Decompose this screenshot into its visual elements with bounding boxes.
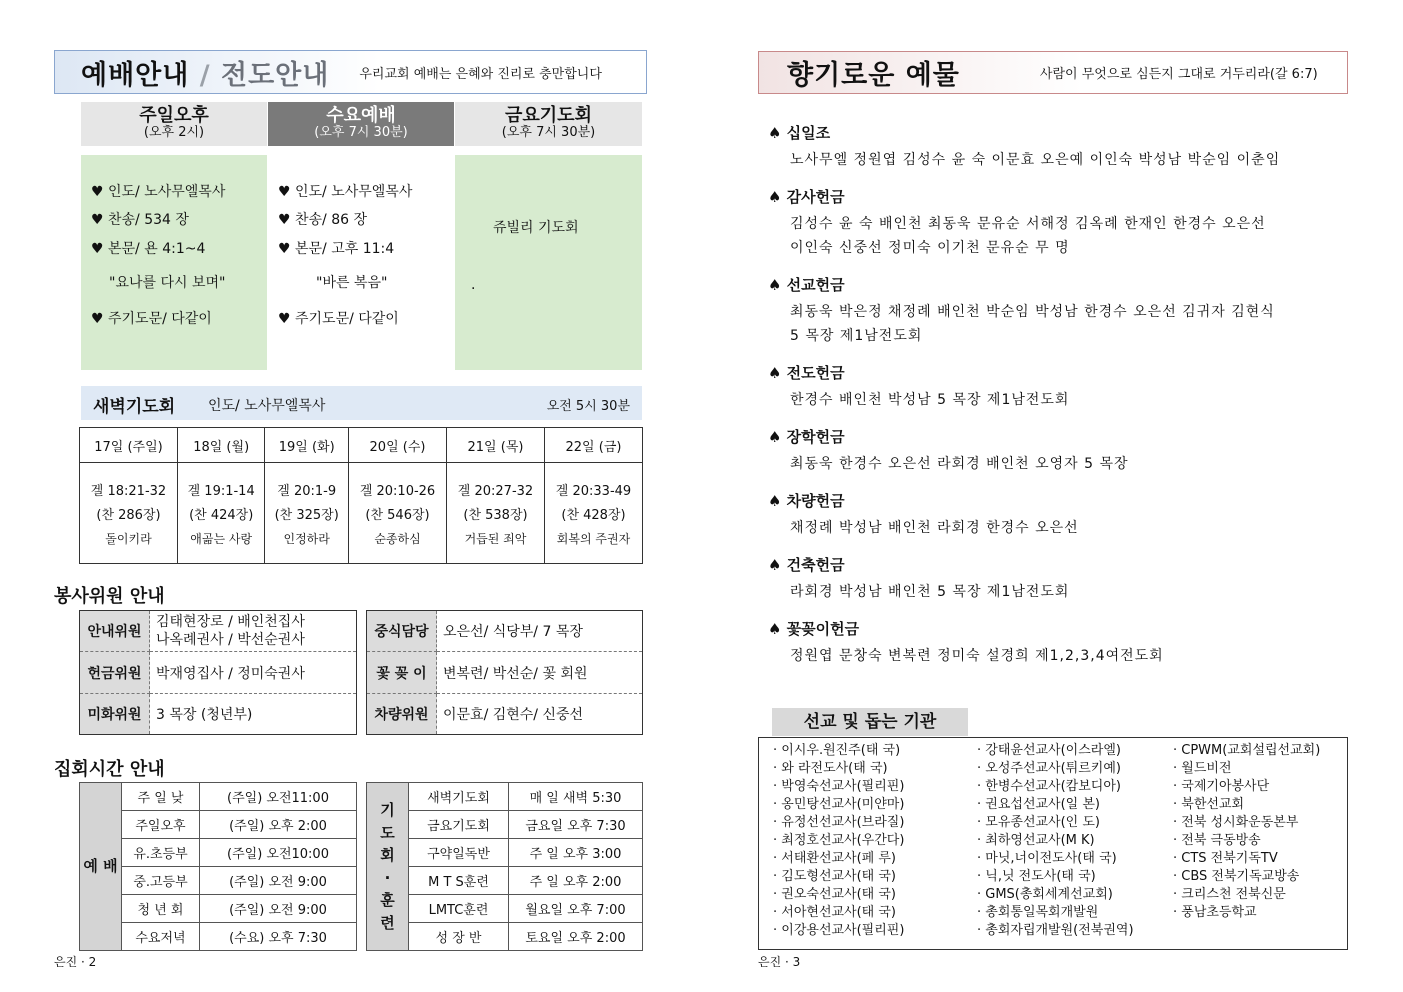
page-number-right: 은진 · 3: [758, 955, 801, 969]
offering-heading: ♠ 전도헌금: [768, 364, 845, 382]
dawn-theme: 순종하심: [374, 531, 421, 546]
missions-col-1: [773, 742, 904, 940]
mission-item: · GMS(총회세계선교회): [977, 887, 1113, 902]
mission-item: · 권요섭선교사(일 본): [977, 797, 1101, 812]
dawn-schedule-table: [79, 427, 643, 564]
dawn-text: 겔 19:1-14: [187, 483, 255, 499]
service-line: ♥ 주기도문/ 다같이: [91, 311, 212, 327]
mission-item: · 김도형선교사(태 국): [773, 869, 897, 884]
volunteers-table-left: [79, 610, 357, 735]
dawn-hymn: (찬 286장): [96, 507, 161, 523]
dawn-prayer-header: [81, 386, 642, 420]
dawn-text: 겔 20:27-32: [457, 483, 534, 499]
offering-name: 감사헌금: [786, 188, 845, 206]
dawn-cell: [544, 463, 642, 564]
service-time: (오후 7시 30분): [501, 124, 596, 140]
dawn-theme: 돌이키라: [105, 531, 152, 546]
missions-col-3: [1173, 742, 1320, 922]
worship-title: [81, 53, 329, 92]
service-name: 수요예배: [326, 105, 396, 126]
meeting-name: 구약일독반: [409, 839, 509, 867]
service-header-sunday: [81, 102, 267, 146]
meeting-time: 주 일 오후 3:00: [509, 839, 643, 867]
sermon-title: "요나를 다시 보며": [109, 275, 226, 291]
offering-name: 건축헌금: [786, 556, 845, 574]
meeting-time: 월요일 오후 7:00: [509, 895, 643, 923]
dawn-text: 겔 18:21-32: [90, 483, 167, 499]
mission-item: · 유정선선교사(브라질): [773, 815, 905, 830]
meeting-time: (주일) 오전 9:00: [200, 895, 357, 923]
offering-name: 전도헌금: [786, 364, 845, 382]
meetings-table-left: [79, 782, 357, 951]
meeting-name: 주일오후: [122, 811, 200, 839]
mission-item: · 마닛,너이전도사(태 국): [977, 851, 1117, 866]
volunteer-role: 안내위원: [80, 611, 150, 652]
volunteer-names: 변복련/ 박선순/ 꽃 회원: [437, 652, 643, 694]
volunteer-role: 차량위원: [367, 694, 437, 735]
service-line: ♥ 본문/ 고후 11:4: [278, 241, 395, 257]
friday-program: 쥬빌리 기도회: [493, 220, 579, 236]
meeting-name: 금요기도회: [409, 811, 509, 839]
dawn-cell: [265, 463, 349, 564]
title-slash: /: [199, 59, 211, 91]
offering-heading: ♠ 차량헌금: [768, 492, 845, 510]
mission-item: · 오성주선교사(튀르키예): [977, 761, 1121, 776]
mission-item: · 옹민탕선교사(미얀마): [773, 797, 905, 812]
mission-item: · 월드비전: [1173, 761, 1232, 776]
meeting-name: 새벽기도회: [409, 783, 509, 811]
meeting-time: 주 일 오후 2:00: [509, 867, 643, 895]
mission-item: · 와 라전도사(태 국): [773, 761, 888, 776]
meetings-table-right: [366, 782, 643, 951]
dawn-time: 오전 5시 30분: [546, 399, 630, 414]
dawn-cell: [80, 463, 178, 564]
volunteer-names: [150, 611, 357, 652]
title-worship: 예배안내: [81, 59, 190, 91]
meeting-time: (수요) 오후 7:30: [200, 923, 357, 951]
meeting-time: (주일) 오전 9:00: [200, 867, 357, 895]
service-line: ♥ 찬송/ 534 장: [91, 212, 189, 228]
dawn-leader: 인도/ 노사무엘목사: [208, 398, 326, 414]
mission-item: · CBS 전북기독교방송: [1173, 869, 1300, 884]
donor-line: 이인숙 신중선 정미숙 이기천 문유순 무 명: [790, 240, 1070, 256]
meeting-time: (주일) 오전11:00: [200, 783, 357, 811]
friday-mark: .: [471, 277, 476, 293]
service-time: (오후 2시): [143, 124, 205, 140]
service-body-wednesday: [268, 155, 454, 370]
mission-item: · 권오숙선교사(태 국): [773, 887, 897, 902]
meetings-title: 집회시간 안내: [54, 759, 165, 780]
dawn-day: 20일 (수): [349, 428, 447, 463]
meeting-time: (주일) 오전10:00: [200, 839, 357, 867]
meeting-name: 청 년 회: [122, 895, 200, 923]
meeting-name: LMTC훈련: [409, 895, 509, 923]
volunteer-role: 미화위원: [80, 694, 150, 735]
sermon-title: "바른 복음": [316, 275, 388, 291]
offering-subtitle: 사람이 무엇으로 심든지 그대로 거두리라(갈 6:7): [1039, 67, 1318, 82]
mission-item: · 국제기아봉사단: [1173, 779, 1270, 794]
missions-col-2: [977, 742, 1134, 940]
offering-donors: 채정례 박성남 배인천 라회경 한경수 오은선: [790, 520, 1079, 536]
volunteer-names: 박재영집사 / 정미숙권사: [150, 652, 357, 694]
mission-item: · 모유종선교사(인 도): [977, 815, 1101, 830]
volunteers-table-right: [366, 610, 643, 735]
service-body-sunday: [81, 155, 267, 370]
meeting-name: 유.초등부: [122, 839, 200, 867]
dawn-hymn: (찬 538장): [463, 507, 528, 523]
dawn-hymn: (찬 325장): [274, 507, 339, 523]
dawn-day: 22일 (금): [544, 428, 642, 463]
worship-header-box: [54, 50, 647, 94]
mission-item: · 한병수선교사(캄보디아): [977, 779, 1121, 794]
dawn-day: 18일 (월): [177, 428, 264, 463]
dawn-text: 겔 20:10-26: [359, 483, 436, 499]
volunteer-names: 오은선/ 식당부/ 7 목장: [437, 611, 643, 652]
offering-donors: 한경수 배인천 박성남 5 목장 제1남전도회: [790, 392, 1070, 408]
service-line: ♥ 인도/ 노사무엘목사: [278, 184, 413, 200]
offering-heading: ♠ 꽃꽂이헌금: [768, 620, 860, 638]
volunteer-role: 꽃 꽂 이: [367, 652, 437, 694]
dawn-text: 겔 20:33-49: [555, 483, 632, 499]
mission-item: · 닉,닛 전도사(태 국): [977, 869, 1096, 884]
meeting-group-worship: 예 배: [80, 783, 122, 951]
offering-donors: 정원엽 문창숙 변복련 정미숙 설경희 제1,2,3,4여전도회: [790, 648, 1164, 664]
missions-title-box: [772, 708, 968, 736]
offering-list: [768, 122, 1348, 682]
service-name: 금요기도회: [505, 105, 592, 126]
mission-item: · 서태환선교사(페 루): [773, 851, 897, 866]
volunteer-role: 헌금위원: [80, 652, 150, 694]
offering-heading: ♠ 건축헌금: [768, 556, 845, 574]
dawn-day: 19일 (화): [265, 428, 349, 463]
offering-donors: [790, 300, 1348, 348]
missions-title: 선교 및 돕는 기관: [803, 712, 937, 732]
offering-item: [768, 554, 1348, 604]
mission-item: · 총회통일목회개발원: [977, 905, 1099, 920]
mission-item: · 최정호선교사(우간다): [773, 833, 905, 848]
offering-donors: 노사무엘 정원엽 김성수 윤 숙 이문효 오은예 이인숙 박성남 박순임 이춘임: [790, 152, 1281, 168]
offering-item: [768, 362, 1348, 412]
dawn-hymn: (찬 428장): [561, 507, 626, 523]
mission-item: · 총회자립개발원(전북권역): [977, 923, 1134, 938]
meeting-name: 중.고등부: [122, 867, 200, 895]
donor-line: 김성수 윤 숙 배인천 최동욱 문유순 서해정 김옥례 한재인 한경수 오은선: [790, 216, 1266, 232]
volunteer-line: 김태현장로 / 배인천집사: [156, 614, 305, 630]
offering-donors: [790, 212, 1348, 260]
offering-heading: ♠ 십일조: [768, 124, 831, 142]
offering-name: 꽃꽂이헌금: [786, 620, 860, 638]
meeting-time: (주일) 오후 2:00: [200, 811, 357, 839]
dawn-theme: 인정하라: [283, 531, 330, 546]
missions-box: [758, 737, 1348, 950]
service-line: ♥ 찬송/ 86 장: [278, 212, 368, 228]
offering-item: [768, 426, 1348, 476]
offering-header-box: [758, 51, 1348, 94]
offering-name: 차량헌금: [786, 492, 845, 510]
service-line: ♥ 주기도문/ 다같이: [278, 311, 399, 327]
dawn-title: 새벽기도회: [93, 397, 176, 417]
offering-donors: 최동욱 한경수 오은선 라회경 배인천 오영자 5 목장: [790, 456, 1129, 472]
meeting-name: 성 장 반: [409, 923, 509, 951]
meeting-group-prayer: 기 도 회 · 훈 련: [367, 783, 409, 951]
offering-donors: 라회경 박성남 배인천 5 목장 제1남전도회: [790, 584, 1070, 600]
mission-item: · 서아현선교사(태 국): [773, 905, 897, 920]
donor-line: 5 목장 제1남전도회: [790, 328, 923, 344]
service-header-wednesday: [268, 102, 454, 146]
mission-item: · 최하영선교사(M K): [977, 833, 1095, 848]
title-evangelism: 전도안내: [221, 59, 330, 91]
service-line: ♥ 인도/ 노사무엘목사: [91, 184, 226, 200]
offering-name: 장학헌금: [786, 428, 845, 446]
offering-title: 향기로운 예물: [787, 60, 960, 91]
dawn-hymn: (찬 546장): [365, 507, 430, 523]
offering-item: [768, 122, 1348, 172]
offering-name: 선교헌금: [786, 276, 845, 294]
mission-item: · 전북 극동방송: [1173, 833, 1261, 848]
offering-name: 십일조: [786, 124, 831, 142]
mission-item: · 이시우.원진주(태 국): [773, 743, 901, 758]
dawn-cell: [177, 463, 264, 564]
mission-item: · CTS 전북기독TV: [1173, 851, 1278, 866]
offering-item: [768, 490, 1348, 540]
offering-item: [768, 274, 1348, 348]
mission-item: · 강태윤선교사(이스라엘): [977, 743, 1121, 758]
mission-item: · 전북 성시화운동본부: [1173, 815, 1299, 830]
volunteer-role: 중식담당: [367, 611, 437, 652]
mission-item: · 이강용선교사(필리핀): [773, 923, 905, 938]
meeting-time: 금요일 오후 7:30: [509, 811, 643, 839]
volunteer-names: 3 목장 (청년부): [150, 694, 357, 735]
service-header-friday: [455, 102, 642, 146]
offering-heading: ♠ 장학헌금: [768, 428, 845, 446]
dawn-theme: 거듭된 죄악: [464, 531, 527, 546]
dawn-day: 17일 (주일): [80, 428, 178, 463]
mission-item: · 북한선교회: [1173, 797, 1245, 812]
dawn-text: 겔 20:1-9: [277, 483, 337, 499]
service-time: (오후 7시 30분): [314, 124, 408, 140]
service-body-friday: [455, 155, 642, 370]
offering-heading: ♠ 선교헌금: [768, 276, 845, 294]
dawn-cell: [447, 463, 545, 564]
mission-item: · 박영숙선교사(필리핀): [773, 779, 905, 794]
worship-subtitle: 우리교회 예배는 은혜와 진리로 충만합니다: [359, 66, 602, 82]
dawn-theme: 회복의 주권자: [556, 531, 631, 546]
dawn-theme: 애곪는 사랑: [190, 531, 253, 546]
mission-item: · 크리스천 전북신문: [1173, 887, 1286, 902]
meeting-time: 매 일 새벽 5:30: [509, 783, 643, 811]
mission-item: · 풍남초등학교: [1173, 905, 1257, 920]
dawn-hymn: (찬 424장): [189, 507, 254, 523]
volunteer-line: 나옥례권사 / 박선순권사: [156, 632, 305, 648]
meeting-name: M T S훈련: [409, 867, 509, 895]
volunteer-names: 이문효/ 김현수/ 신중선: [437, 694, 643, 735]
volunteers-title: 봉사위원 안내: [54, 586, 165, 607]
offering-item: [768, 618, 1348, 668]
donor-line: 최동욱 박은정 채정례 배인천 박순임 박성남 한경수 오은선 김귀자 김현식: [790, 304, 1275, 320]
mission-item: · CPWM(교회설립선교회): [1173, 743, 1321, 758]
meeting-name: 주 일 낮: [122, 783, 200, 811]
dawn-day: 21일 (목): [447, 428, 545, 463]
offering-item: [768, 186, 1348, 260]
meeting-name: 수요저녁: [122, 923, 200, 951]
dawn-cell: [349, 463, 447, 564]
page-number-left: 은진 · 2: [54, 955, 97, 969]
service-name: 주일오후: [139, 105, 209, 126]
offering-heading: ♠ 감사헌금: [768, 188, 845, 206]
meeting-time: 토요일 오후 2:00: [509, 923, 643, 951]
service-line: ♥ 본문/ 욘 4:1~4: [91, 241, 206, 257]
